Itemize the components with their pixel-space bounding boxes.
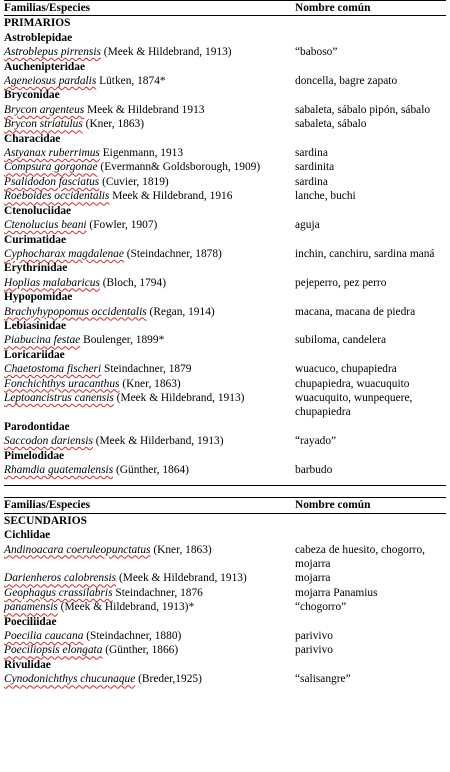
author: (Evermann& Goldsborough, 1909) xyxy=(97,161,261,174)
primary-rows xyxy=(4,16,446,477)
author: (Günther, 1866) xyxy=(102,644,179,657)
scientific-name: Poeciliopsis elongata xyxy=(4,644,103,657)
family-name: Ctenoluciidae xyxy=(4,204,72,217)
species-row xyxy=(4,45,446,59)
scientific-name: Roeboides occidentalis xyxy=(4,190,110,203)
family-row xyxy=(4,658,446,672)
family-name: Curimatidae xyxy=(4,233,67,246)
scientific-name: Cyphocharax magdalenae xyxy=(4,247,124,260)
secondary-rows xyxy=(4,514,446,687)
scientific-name: Astroblepus pirrensis xyxy=(4,46,101,59)
species-row xyxy=(4,218,446,232)
family-row xyxy=(4,31,446,45)
scientific-name: Psalidodon fasciatus xyxy=(4,175,100,188)
category-row xyxy=(4,514,446,528)
family-row xyxy=(4,348,446,362)
common-name: lanche, buchi xyxy=(295,190,356,203)
author: (Regan, 1914) xyxy=(146,305,215,318)
author: (Kner, 1863) xyxy=(82,118,145,131)
species-row xyxy=(4,463,446,477)
species-row xyxy=(4,643,446,657)
author: (Breder,1925) xyxy=(135,673,202,686)
family-name: Poeciliidae xyxy=(4,615,57,628)
common-name: chupapiedra, wuacuquito xyxy=(295,377,410,390)
species-row xyxy=(4,543,446,572)
species-cell xyxy=(4,586,290,600)
species-row xyxy=(4,586,446,600)
common-name: mojarra xyxy=(295,572,331,585)
secondary-section xyxy=(4,498,446,686)
author: Meek & Hildebrand 1913 xyxy=(84,103,205,116)
primary-section xyxy=(4,1,446,477)
scientific-name: Brachyhypopomus occidentalis xyxy=(4,305,147,318)
scientific-name: Ageneiosus pardalis xyxy=(4,75,97,88)
species-cell xyxy=(4,218,290,232)
species-row xyxy=(4,175,446,189)
scientific-name: Andinoacara coeruleopunctatus xyxy=(4,543,151,556)
common-name: “salisangre” xyxy=(295,673,351,686)
author: Eigenmann, 1913 xyxy=(99,147,184,160)
family-row xyxy=(4,319,446,333)
species-row xyxy=(4,103,446,117)
common-name: subiloma, candelera xyxy=(295,334,387,347)
header-row xyxy=(4,1,446,15)
common-name: sabaleta, sábalo pipón, sábalo xyxy=(295,103,431,116)
family-row xyxy=(4,204,446,218)
species-row xyxy=(4,391,446,420)
author: (Kner, 1863) xyxy=(150,543,212,556)
species-row xyxy=(4,600,446,614)
category-label: SECUNDARIOS xyxy=(4,514,87,527)
scientific-name: Rhamdia guatemalensis xyxy=(4,464,114,476)
common-name: sabaleta, sábalo xyxy=(295,118,367,131)
species-row xyxy=(4,434,446,448)
species-row xyxy=(4,74,446,88)
family-row xyxy=(4,88,446,102)
common-name: doncella, bagre zapato xyxy=(295,75,398,88)
scientific-name: Chaetostoma fischeri xyxy=(4,363,102,376)
common-name: inchin, canchiru, sardina maná xyxy=(295,247,435,260)
author: (Meek & Hildebrand, 1913) xyxy=(113,391,245,404)
author: (Fowler, 1907) xyxy=(86,219,158,232)
header-nombre: Nombre común xyxy=(295,2,371,14)
family-name: Parodontidae xyxy=(4,420,70,433)
author: (Kner, 1863) xyxy=(119,377,181,390)
species-row xyxy=(4,362,446,376)
species-row xyxy=(4,672,446,686)
species-cell xyxy=(4,45,290,59)
family-name: Pimelodidae xyxy=(4,449,65,462)
scientific-name: Compsura gorgonae xyxy=(4,161,98,174)
species-cell xyxy=(4,103,290,117)
author: (Meek & Hildebrand, 1913)* xyxy=(57,601,195,614)
header-nombre: Nombre común xyxy=(295,499,371,512)
scientific-name: Saccodon dariensis xyxy=(4,435,93,448)
category-label: PRIMARIOS xyxy=(4,17,71,30)
author: (Meek & Hilderband, 1913) xyxy=(92,435,224,448)
species-cell xyxy=(4,160,290,174)
family-name: Erythrinidae xyxy=(4,262,68,275)
family-name: Characidae xyxy=(4,132,61,145)
family-row xyxy=(4,449,446,463)
species-row xyxy=(4,377,446,391)
common-name: pejeperro, pez perro xyxy=(295,276,387,289)
family-name: Auchenipteridae xyxy=(4,60,85,73)
species-cell xyxy=(4,672,290,686)
scientific-name: Geophagus crassilabris xyxy=(4,586,113,599)
author: Meek & Hildebrand, 1916 xyxy=(109,190,233,203)
species-cell xyxy=(4,276,290,290)
species-cell xyxy=(4,543,290,557)
header-familias: Familias/Especies xyxy=(4,2,91,14)
author: (Meek & Hildebrand, 1913) xyxy=(116,572,247,585)
family-name: Astroblepidae xyxy=(4,31,73,44)
species-cell xyxy=(4,74,290,88)
common-name: wuacuco, chupapiedra xyxy=(295,363,397,376)
species-cell xyxy=(4,247,290,261)
species-cell xyxy=(4,434,290,448)
common-name: sardina xyxy=(295,175,328,188)
scientific-name: Cynodonichthys chucunaque xyxy=(4,673,136,686)
scientific-name: Ctenolucius beani xyxy=(4,219,87,232)
family-row xyxy=(4,261,446,275)
species-cell xyxy=(4,175,290,189)
species-table xyxy=(4,0,446,687)
scientific-name: panamensis xyxy=(4,601,58,614)
species-row xyxy=(4,276,446,290)
species-cell xyxy=(4,391,290,405)
author: (Bloch, 1794) xyxy=(99,276,166,289)
species-row xyxy=(4,117,446,131)
species-cell xyxy=(4,305,290,319)
species-row xyxy=(4,247,446,261)
family-name: Cichlidae xyxy=(4,529,51,542)
common-name: macana, macana de piedra xyxy=(295,305,416,318)
species-cell xyxy=(4,362,290,376)
author: Boulenger, 1899* xyxy=(80,334,165,347)
header-row xyxy=(4,498,446,512)
family-row xyxy=(4,615,446,629)
family-name: Hypopomidae xyxy=(4,291,73,304)
common-name: “chogorro” xyxy=(295,601,347,614)
author: (Cuvier, 1819) xyxy=(99,175,169,188)
species-cell xyxy=(4,643,290,657)
species-row xyxy=(4,571,446,585)
species-cell xyxy=(4,571,290,585)
species-row xyxy=(4,305,446,319)
author: Lütken, 1874* xyxy=(96,75,166,88)
species-cell xyxy=(4,377,290,391)
family-row xyxy=(4,290,446,304)
family-row xyxy=(4,60,446,74)
species-cell xyxy=(4,333,290,347)
species-row xyxy=(4,189,446,203)
scientific-name: Brycon striatulus xyxy=(4,118,83,131)
author: (Günther, 1864) xyxy=(113,464,189,476)
common-name: aguja xyxy=(295,219,320,232)
scientific-name: Poecilia caucana xyxy=(4,630,84,643)
common-name: parivivo xyxy=(295,644,333,657)
family-name: Rivulidae xyxy=(4,658,51,671)
species-cell xyxy=(4,463,290,477)
species-cell xyxy=(4,600,290,614)
scientific-name: Fonchichthys uracanthus xyxy=(4,377,120,390)
family-name: Loricariidae xyxy=(4,348,65,361)
common-name: “baboso” xyxy=(295,46,338,59)
family-row xyxy=(4,528,446,542)
species-row xyxy=(4,160,446,174)
author: (Steindachner, 1878) xyxy=(123,247,222,260)
species-row xyxy=(4,146,446,160)
family-row xyxy=(4,420,446,434)
scientific-name: Astyanax ruberrimus xyxy=(4,147,100,160)
common-name: sardina xyxy=(295,147,328,160)
author: Steindachner, 1879 xyxy=(101,363,192,376)
family-name: Lebiasinidae xyxy=(4,319,67,332)
species-cell xyxy=(4,117,290,131)
scientific-name: Brycon argenteus xyxy=(4,103,85,116)
common-name: mojarra Panamius xyxy=(295,586,378,599)
common-name: barbudo xyxy=(295,464,333,476)
family-row xyxy=(4,233,446,247)
scientific-name: Piabucina festae xyxy=(4,334,81,347)
scientific-name: Hoplias malabaricus xyxy=(4,276,100,289)
species-cell xyxy=(4,189,290,203)
common-name: cabeza de huesito, chogorro, mojarra xyxy=(295,543,425,571)
author: (Steindachner, 1880) xyxy=(83,630,182,643)
family-name: Bryconidae xyxy=(4,89,60,102)
common-name: sardinita xyxy=(295,161,335,174)
species-cell xyxy=(4,146,290,160)
common-name: parivivo xyxy=(295,630,333,643)
scientific-name: Leptoancistrus canensis xyxy=(4,391,114,404)
author: Steindachner, 1876 xyxy=(112,586,203,599)
species-row xyxy=(4,333,446,347)
header-familias: Familias/Especies xyxy=(4,499,91,512)
common-name: “rayado” xyxy=(295,435,337,448)
author: (Meek & Hildebrand, 1913) xyxy=(100,46,232,59)
category-row xyxy=(4,16,446,30)
species-cell xyxy=(4,629,290,643)
family-row xyxy=(4,132,446,146)
common-name: wuacuquito, wunpequere, chupapiedra xyxy=(295,391,413,419)
scientific-name: Darienheros calobrensis xyxy=(4,572,117,585)
species-row xyxy=(4,629,446,643)
